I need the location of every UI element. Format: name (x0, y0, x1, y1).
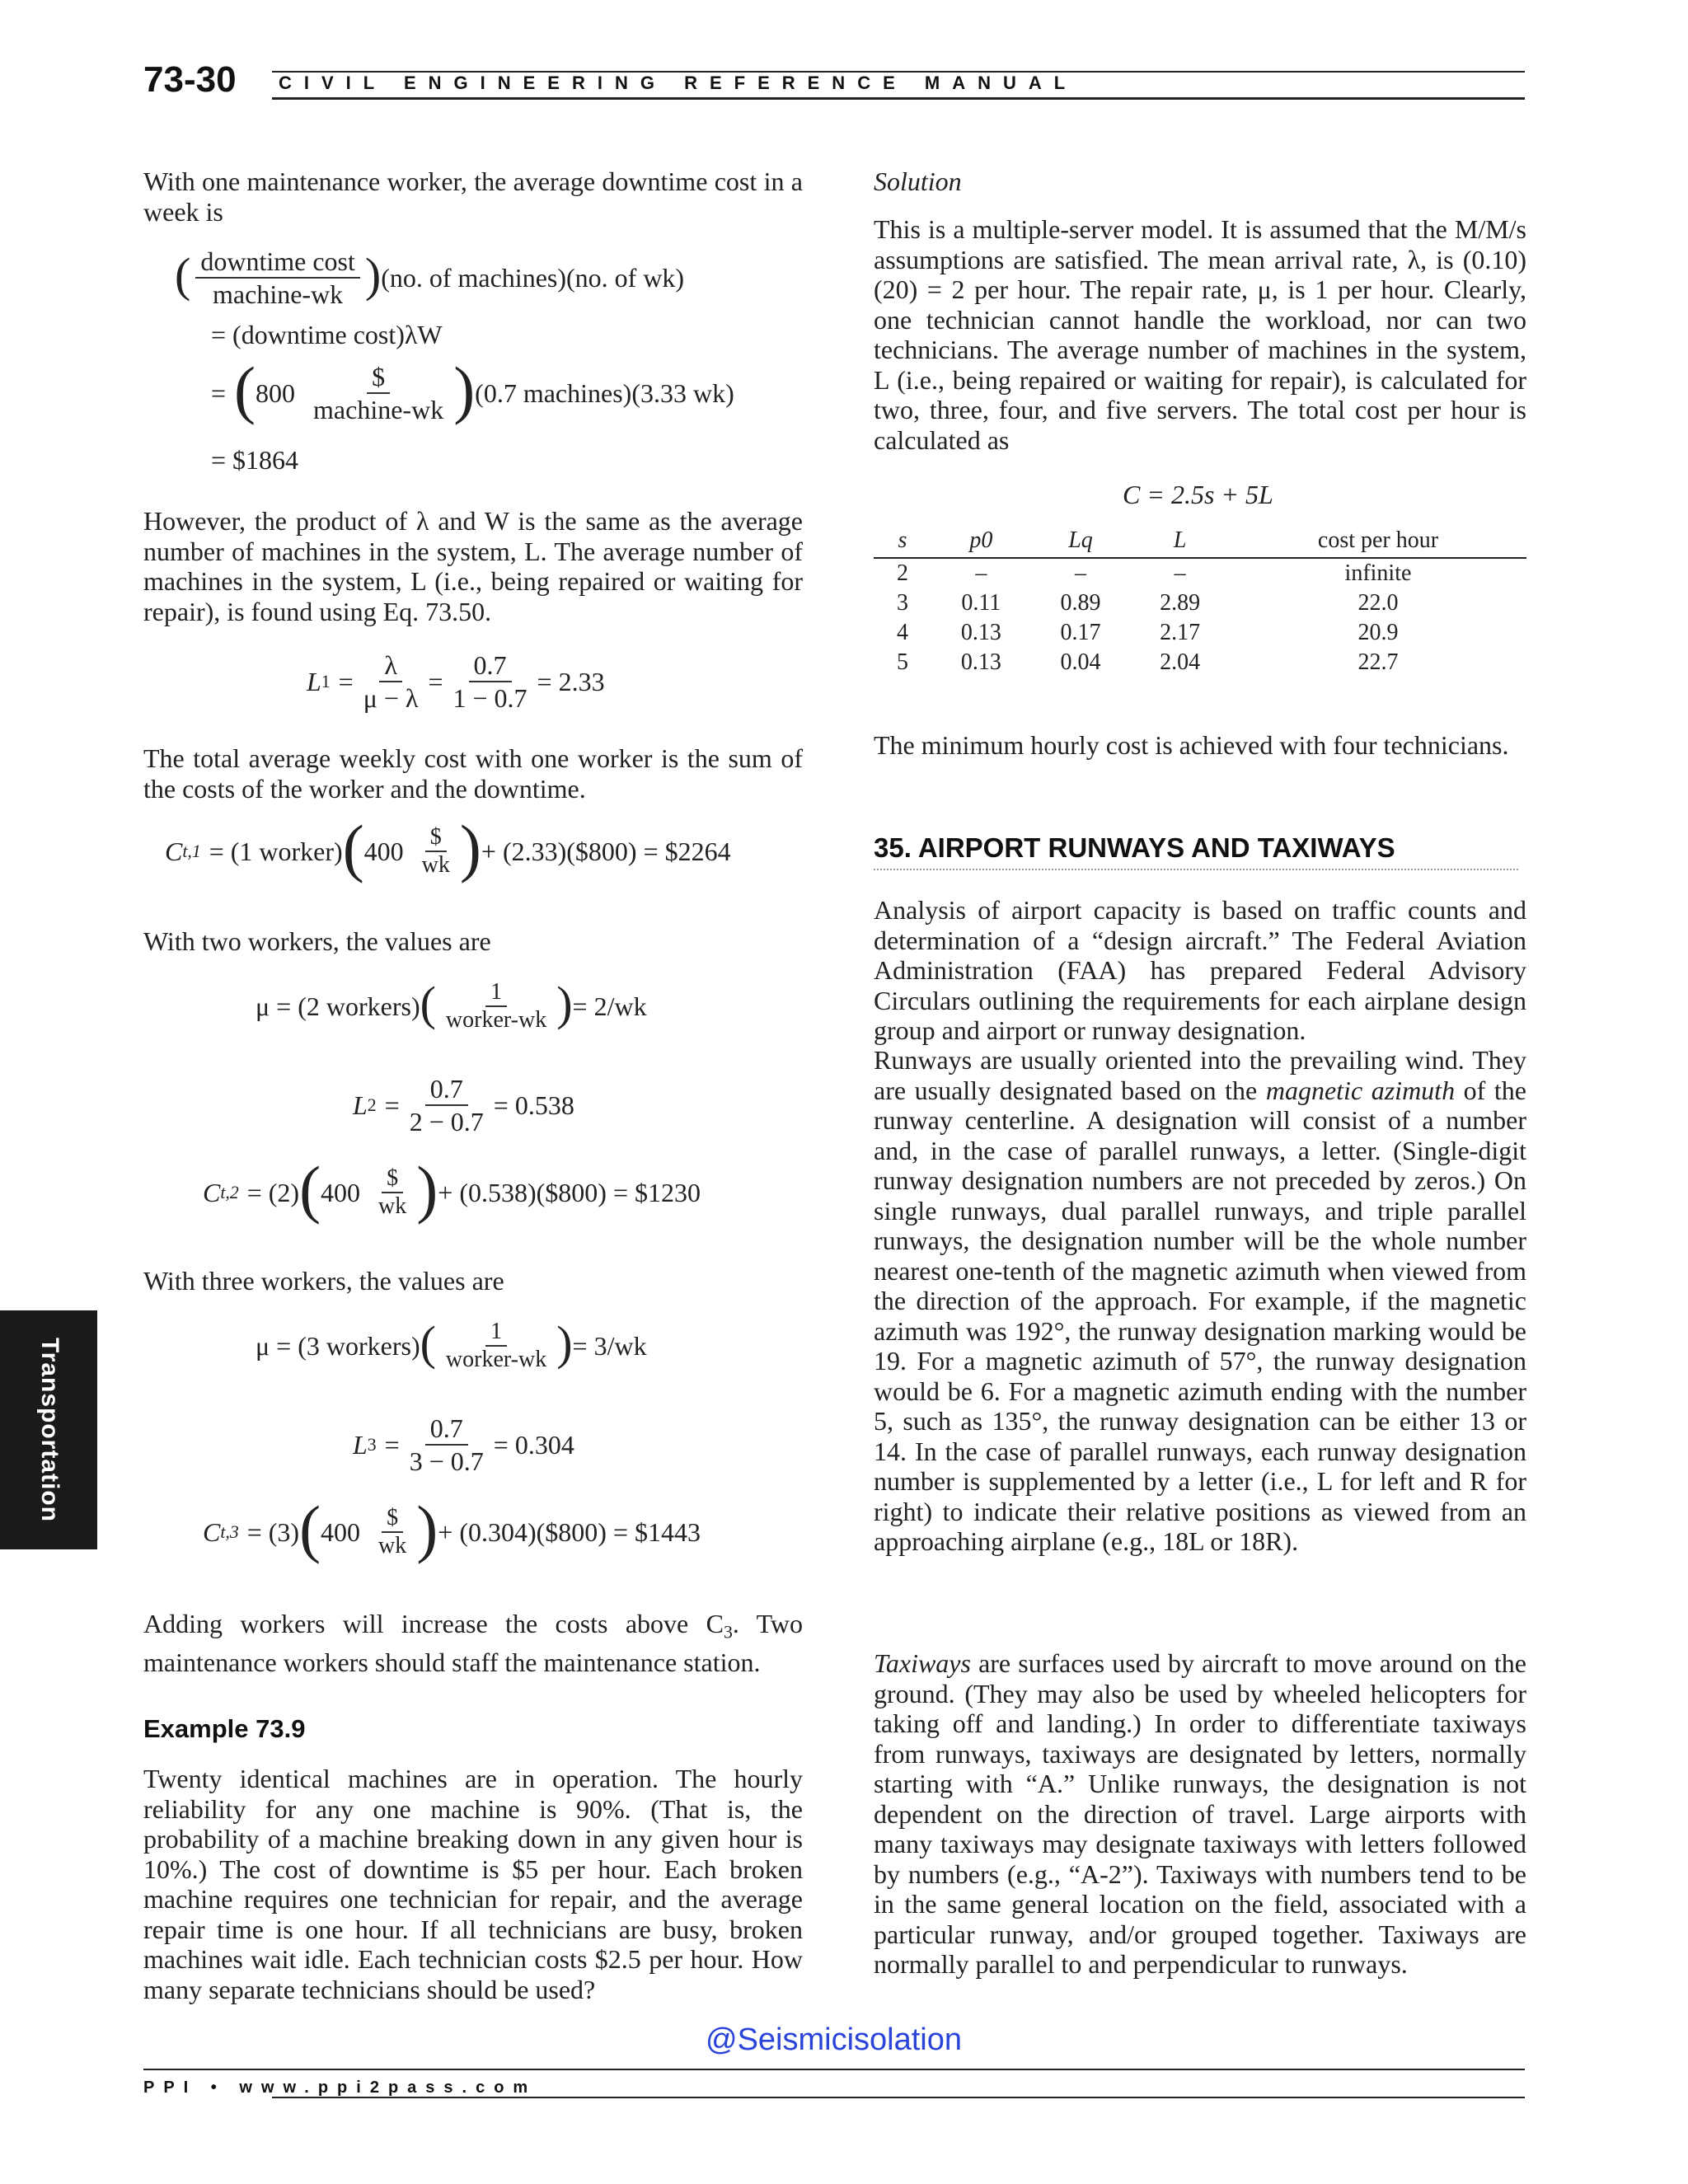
table-cell: – (1074, 560, 1086, 586)
table-cell: 2.89 (1160, 590, 1201, 616)
equation-Ct3: C t,3 = (3) ( 400 $\frac{\$}{wk}$ ) + (0.304)($800) = $1443 (203, 1493, 701, 1564)
equation-Ct1: C t,1 = (1 worker) ( 400 $\frac{\$}{wk}$ ) + (2.33)($800) = $2264 (165, 812, 731, 883)
equation-mu2: μ = (2 workers) ( $\frac{1}{\text{worker-wk}}$ ) = 2/wk (256, 977, 647, 1033)
footer-rule-bottom (272, 2097, 1525, 2098)
table-cell: – (975, 560, 987, 586)
section-heading: 35. AIRPORT RUNWAYS AND TAXIWAYS (874, 832, 1518, 870)
solution-label: Solution (874, 166, 962, 196)
running-header-title: CIVIL ENGINEERING REFERENCE MANUAL (279, 73, 1078, 93)
equation-downtime-cost-line3: = ( 800 $\frac{\$}{\text{machine-wk}}$ ) (0.7 machines)(3.33 wk) (211, 354, 734, 425)
right-paragraph-5: Taxiways are surfaces used by aircraft to move around on the ground. (They may also be used by wheeled helicopters for taking off and landing.) In order to differentiate taxiways from runways, taxiways are designated by letters, normally starting with “A.” Unlike runways, the designation is not dependent on the direction of travel. Large airports with many taxiways may designate taxiways with letters followed by numbers (e.g., “A-2”). Taxiways with numbers tend to be in the same general location on the field, associated with a particular runway, and/or grouped together. Taxiways are normally parallel to and perpendicular to runways. (874, 1648, 1526, 1979)
right-paragraph-2: The minimum hourly cost is achieved with four technicians. (874, 730, 1509, 760)
table-cell: 2 (897, 560, 908, 586)
table-header-cell: L (1130, 526, 1230, 558)
equation-L3: L 3 = $\frac{0.7}{3 - 0.7}$ = 0.304 (353, 1413, 574, 1476)
footer-rule-top (143, 2069, 1525, 2070)
footer-publisher: PPI • www.ppi2pass.com (143, 2079, 537, 2097)
table-cell: 0.04 (1060, 649, 1101, 675)
left-paragraph-5: With three workers, the values are (143, 1266, 504, 1296)
table-header-cell: s (874, 526, 931, 558)
table-cell: 2.04 (1160, 649, 1201, 675)
left-paragraph-2: However, the product of λ and W is the same as the average number of machines in the system, L. The average number of machines in the system, L (i.e., being repaired or waiting for repair), is found using Eq. 73.50. (143, 506, 803, 626)
table-cell: 0.17 (1060, 620, 1101, 645)
table-header-cell: cost per hour (1230, 526, 1526, 558)
table-cell: 3 (897, 590, 908, 616)
table-cell: 0.11 (961, 590, 1001, 616)
table-cell: 4 (897, 620, 908, 645)
equation-L2: L 2 = $\frac{0.7}{2 - 0.7}$ = 0.538 (353, 1074, 574, 1137)
equation-total-cost: C = 2.5s + 5L (1123, 480, 1273, 509)
left-paragraph-1: With one maintenance worker, the average downtime cost in a week is (143, 166, 803, 227)
example-heading: Example 73.9 (143, 1714, 306, 1743)
results-table (874, 526, 1526, 677)
table-row (874, 648, 1526, 677)
table-cell: 0.13 (960, 620, 1001, 645)
table-cell: 5 (897, 649, 908, 675)
table-row (874, 588, 1526, 618)
table-header-cell: p0 (931, 526, 1031, 558)
header-rule-top (272, 71, 1525, 73)
equation-downtime-cost-result: = $1864 (211, 445, 299, 475)
table-header-row (874, 526, 1526, 558)
equation-downtime-cost: ( $\frac{\text{downtime cost}}{\text{machine-wk}}$ ) (no. of machines)(no. of wk) (175, 246, 685, 309)
table-cell: 20.9 (1357, 620, 1399, 645)
header-rule-bottom (272, 97, 1525, 100)
table-cell: infinite (1344, 560, 1412, 586)
watermark: @Seismicisolation (706, 2022, 963, 2057)
equation-mu3: μ = (3 workers) ( $\frac{1}{\text{worker-wk}}$ ) = 3/wk (256, 1316, 647, 1372)
equation-Ct2: C t,2 = (2) ( 400 $\frac{\$}{wk}$ ) + (0.538)($800) = $1230 (203, 1153, 701, 1225)
right-paragraph-4: Runways are usually oriented into the prevailing wind. They are usually designated based on the magnetic azimuth of the runway centerline. A designation will consist of a number and, in the case of parallel runways, a letter. (Single-digit runway designation numbers are not preceded by zeros.) On single runways, dual parallel runways, and triple parallel runways, the designation number will be the whole number nearest one-tenth of the magnetic azimuth when viewed from the direction of the approach. For example, if the magnetic azimuth was 192°, the runway designation marking would be 19. For a magnetic azimuth of 57°, the runway designation would be 6. For a magnetic azimuth ending with the number 5, such as 135°, the runway designation can be either 13 or 14. In the case of parallel runways, each runway designation number is supplemented by a letter (i.e., L for left and R for right) to indicate their relative positions as viewed from an approaching airplane (e.g., 18L or 18R). (874, 1045, 1527, 1556)
table-row (874, 618, 1526, 648)
example-problem-text: Twenty identical machines are in operation. The hourly reliability for any one machine is 90%. (That is, the probability of a machine breaking down in any given hour is 10%.) The cost of downtime is $5 per hour. Each broken machine requires one technician for repair, and the average repair time is one hour. If all technicians are busy, broken machines wait idle. Each technician costs $2.5 per hour. How many separate technicians should be used? (143, 1764, 803, 2004)
table-cell: 0.89 (1060, 590, 1101, 616)
table-cell: 2.17 (1160, 620, 1201, 645)
table-cell: – (1174, 560, 1186, 586)
table-cell: 22.7 (1357, 649, 1399, 675)
left-paragraph-6: Adding workers will increase the costs above $C_3$. Two maintenance workers should staff the maintenance station. (143, 1609, 804, 1678)
page-number: 73-30 (143, 59, 237, 100)
table-cell: 0.13 (960, 649, 1001, 675)
right-paragraph-3: Analysis of airport capacity is based on traffic counts and determination of a “design aircraft.” The Federal Aviation Administration (FAA) has prepared Federal Advisory Circulars outlining the requirements for each airplane design group and airport or runway designation. (874, 895, 1526, 1045)
sidebar-tab-label: Transportation (36, 1337, 63, 1523)
table-header-cell: Lq (1031, 526, 1131, 558)
table-cell: 22.0 (1357, 590, 1399, 616)
equation-downtime-cost-line2: = (downtime cost)λW (211, 320, 443, 349)
left-paragraph-4: With two workers, the values are (143, 926, 491, 956)
left-paragraph-3: The total average weekly cost with one worker is the sum of the costs of the worker and the downtime. (143, 743, 803, 804)
table-row (874, 558, 1526, 588)
right-paragraph-1: This is a multiple-server model. It is assumed that the M/M/s assumptions are satisfied. The mean arrival rate, λ, is (0.10)(20) = 2 per hour. The repair rate, μ, is 1 per hour. Clearly, one technician cannot handle the workload, nor can two technicians. The average number of machines in the system, L (i.e., being repaired or waiting for repair), is calculated for two, three, four, and five servers. The total cost per hour is calculated as (874, 214, 1526, 455)
equation-L1: L 1 = $\frac{\lambda}{\mu - \lambda}$ = $\frac{0.7}{1 - 0.7}$ = 2.33 (307, 650, 605, 713)
